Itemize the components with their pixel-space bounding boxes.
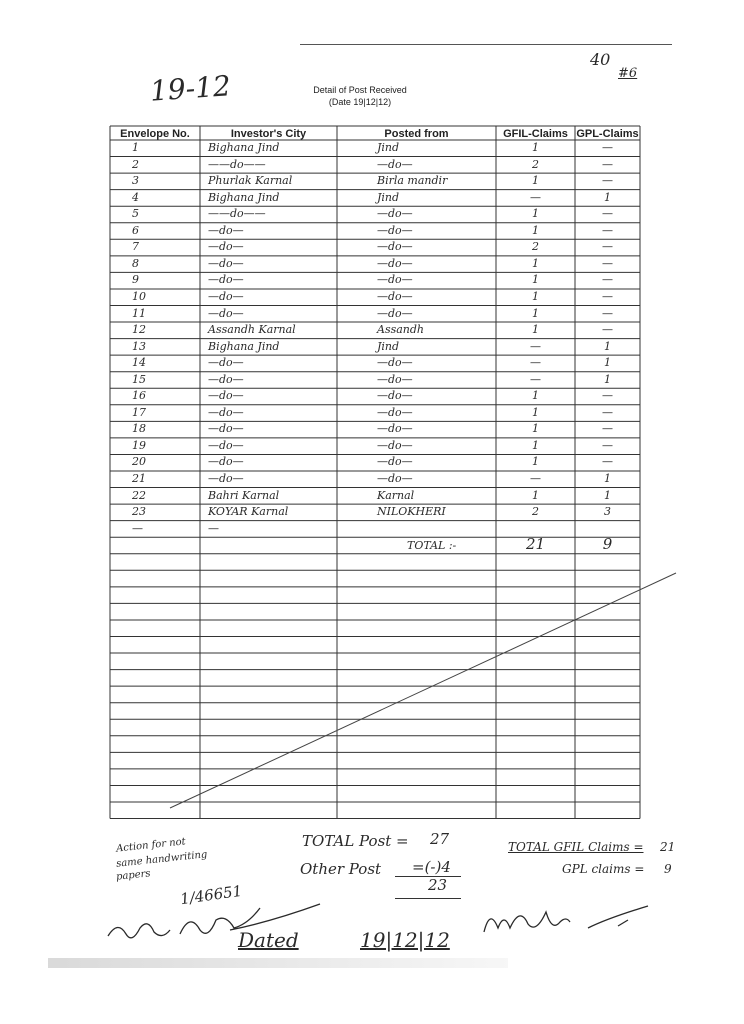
row-21-gfil-claims: — (530, 472, 541, 485)
row-6-posted-from: —do— (377, 223, 413, 237)
row-20-gpl-claims: — (602, 455, 613, 469)
row-4-investor-city: Bighana Jind (208, 190, 280, 204)
row-9-posted-from: —do— (377, 273, 413, 287)
row-23-gpl-claims: 3 (604, 505, 611, 519)
row-17-gpl-claims: — (602, 405, 613, 419)
row-15-posted-from: —do— (377, 372, 413, 386)
row-12-envelope-no: 12 (132, 323, 146, 337)
row-4-envelope-no: 4 (132, 190, 139, 204)
row-11-investor-city: —do— (208, 306, 244, 320)
column-header-gfil-claims: GFIL-Claims (503, 128, 568, 140)
left-note-line-1: Action for not (115, 836, 187, 855)
total-post-value: 27 (430, 830, 450, 848)
row-22-gfil-claims: 1 (532, 488, 539, 502)
row-14-envelope-no: 14 (132, 356, 146, 370)
row-11-envelope-no: 11 (132, 306, 146, 320)
row-14-investor-city: —do— (208, 356, 244, 370)
row-16-gpl-claims: — (602, 389, 613, 403)
row-16-posted-from: —do— (377, 389, 413, 403)
row-7-envelope-no: 7 (132, 240, 139, 254)
row-19-gfil-claims: 1 (532, 438, 539, 452)
row-22-envelope-no: 22 (132, 488, 146, 502)
row-7-posted-from: —do— (377, 240, 413, 254)
row-12-investor-city: Assandh Karnal (208, 323, 296, 337)
top-left-handwritten-note: 19-12 (148, 69, 232, 108)
row-17-gfil-claims: 1 (532, 405, 539, 419)
row-23-posted-from: NILOKHERI (377, 505, 446, 519)
row-13-posted-from: Jind (377, 339, 400, 353)
row-12-gfil-claims: 1 (532, 323, 539, 337)
row-23-gfil-claims: 2 (532, 505, 539, 519)
row-13-envelope-no: 13 (132, 339, 146, 353)
row-8-investor-city: —do— (208, 256, 244, 270)
document-title: Detail of Post Received (313, 85, 407, 95)
row-14-posted-from: —do— (377, 356, 413, 370)
row-2-gpl-claims: — (602, 157, 613, 171)
row-20-posted-from: —do— (377, 455, 413, 469)
row-7-gpl-claims: — (602, 240, 613, 254)
column-header-posted-from: Posted from (384, 128, 449, 140)
document-date: (Date 19|12|12) (328, 97, 392, 107)
column-header-investor-city: Investor's City (230, 128, 307, 140)
row-19-envelope-no: 19 (132, 438, 146, 452)
row-13-investor-city: Bighana Jind (208, 339, 280, 353)
row-9-envelope-no: 9 (132, 273, 139, 287)
row-2-investor-city: ——do—— (208, 157, 266, 171)
row-4-gfil-claims: — (530, 190, 541, 204)
row-22-investor-city: Bahri Karnal (208, 488, 280, 502)
row-10-investor-city: —do— (208, 289, 244, 303)
row-4-gpl-claims: 1 (604, 190, 611, 204)
row-16-envelope-no: 16 (132, 389, 146, 403)
row-15-envelope-no: 15 (132, 372, 146, 386)
row-9-investor-city: —do— (208, 273, 244, 287)
row-11-gpl-claims: — (602, 306, 613, 320)
row-14-gpl-claims: 1 (604, 356, 611, 370)
row-1-gpl-claims: — (602, 141, 613, 154)
row-8-gfil-claims: 1 (532, 256, 539, 270)
row-19-gpl-claims: — (602, 438, 613, 452)
row-7-gfil-claims: 2 (532, 240, 539, 254)
row-7-investor-city: —do— (208, 240, 244, 254)
row-13-gfil-claims: — (530, 339, 541, 353)
row-6-gpl-claims: — (602, 223, 613, 237)
row-15-gpl-claims: 1 (604, 372, 611, 386)
row-17-investor-city: —do— (208, 405, 244, 419)
row-2-envelope-no: 2 (132, 157, 139, 171)
dated-label: Dated (238, 928, 299, 952)
row-9-gfil-claims: 1 (532, 273, 539, 287)
scan-shadow (48, 958, 508, 968)
row-24-envelope-no: — (132, 521, 143, 535)
row-5-gpl-claims: — (602, 207, 613, 221)
row-1-posted-from: Jind (377, 141, 400, 154)
row-8-envelope-no: 8 (132, 256, 139, 270)
row-3-gpl-claims: — (602, 174, 613, 188)
total-post-label: TOTAL Post = (302, 832, 409, 850)
row-15-gfil-claims: — (530, 372, 541, 386)
total-label: TOTAL :- (407, 539, 457, 553)
column-header-gpl-claims: GPL-Claims (576, 128, 639, 140)
gpl-claims-label: GPL claims = (562, 862, 645, 876)
row-3-posted-from: Birla mandir (377, 174, 448, 188)
row-19-posted-from: —do— (377, 438, 413, 452)
row-20-envelope-no: 20 (132, 455, 146, 469)
row-6-gfil-claims: 1 (532, 223, 539, 237)
row-9-gpl-claims: — (602, 273, 613, 287)
row-13-gpl-claims: 1 (604, 339, 611, 353)
row-15-investor-city: —do— (208, 372, 244, 386)
row-10-gpl-claims: — (602, 289, 613, 303)
row-10-envelope-no: 10 (132, 289, 146, 303)
row-2-gfil-claims: 2 (532, 157, 539, 171)
row-20-gfil-claims: 1 (532, 455, 539, 469)
row-1-gfil-claims: 1 (532, 141, 539, 154)
row-3-envelope-no: 3 (132, 174, 139, 188)
signature-right (478, 902, 658, 942)
row-1-envelope-no: 1 (132, 141, 139, 154)
row-12-posted-from: Assandh (377, 323, 425, 337)
row-22-gpl-claims: 1 (604, 488, 611, 502)
row-11-posted-from: —do— (377, 306, 413, 320)
row-3-gfil-claims: 1 (532, 174, 539, 188)
row-21-investor-city: —do— (208, 472, 244, 485)
row-22-posted-from: Karnal (377, 488, 415, 502)
other-post-value: =(-)4 (412, 858, 451, 876)
row-5-envelope-no: 5 (132, 207, 139, 221)
row-23-investor-city: KOYAR Karnal (208, 505, 289, 519)
row-18-envelope-no: 18 (132, 422, 146, 436)
net-post-value: 23 (428, 876, 448, 894)
left-note-line-2: same handwriting (115, 849, 208, 870)
row-23-envelope-no: 23 (132, 505, 146, 519)
row-17-posted-from: —do— (377, 405, 413, 419)
row-21-posted-from: —do— (377, 472, 413, 485)
row-18-gpl-claims: — (602, 422, 613, 436)
strike-through-line (170, 573, 676, 808)
row-20-investor-city: —do— (208, 455, 244, 469)
net-rule (395, 898, 461, 899)
row-3-investor-city: Phurlak Karnal (208, 174, 293, 188)
row-2-posted-from: —do— (377, 157, 413, 171)
row-21-envelope-no: 21 (132, 472, 146, 485)
other-post-label: Other Post (300, 860, 382, 878)
row-14-gfil-claims: — (530, 356, 541, 370)
row-1-investor-city: Bighana Jind (208, 141, 280, 154)
left-note-line-3: papers (115, 868, 152, 883)
row-5-posted-from: —do— (377, 207, 413, 221)
row-5-gfil-claims: 1 (532, 207, 539, 221)
row-16-investor-city: —do— (208, 389, 244, 403)
row-6-investor-city: —do— (208, 223, 244, 237)
reference-number-note: 1/46651 (179, 881, 244, 909)
row-8-gpl-claims: — (602, 256, 613, 270)
total-gfil-label: TOTAL GFIL Claims = (508, 840, 644, 854)
row-16-gfil-claims: 1 (532, 389, 539, 403)
gpl-claims-value: 9 (664, 862, 672, 876)
row-6-envelope-no: 6 (132, 223, 139, 237)
row-19-investor-city: —do— (208, 438, 244, 452)
column-header-envelope-no: Envelope No. (120, 128, 190, 140)
row-18-investor-city: —do— (208, 422, 244, 436)
row-10-posted-from: —do— (377, 289, 413, 303)
row-18-posted-from: —do— (377, 422, 413, 436)
row-4-posted-from: Jind (377, 190, 400, 204)
row-10-gfil-claims: 1 (532, 289, 539, 303)
row-5-investor-city: ——do—— (208, 207, 266, 221)
row-12-gpl-claims: — (602, 323, 613, 337)
dated-value: 19|12|12 (360, 928, 450, 952)
top-right-handwritten-note: 40 (590, 50, 611, 69)
row-17-envelope-no: 17 (132, 405, 146, 419)
row-18-gfil-claims: 1 (532, 422, 539, 436)
row-24-investor-city: — (208, 521, 219, 535)
row-11-gfil-claims: 1 (532, 306, 539, 320)
total-gfil-value: 21 (660, 840, 676, 854)
signature-left (100, 900, 340, 950)
total-gpl-value: 9 (602, 535, 613, 554)
row-21-gpl-claims: 1 (604, 472, 611, 485)
top-right-handwritten-subnote: #6 (618, 66, 638, 81)
total-gfil-value: 21 (525, 535, 546, 554)
row-8-posted-from: —do— (377, 256, 413, 270)
